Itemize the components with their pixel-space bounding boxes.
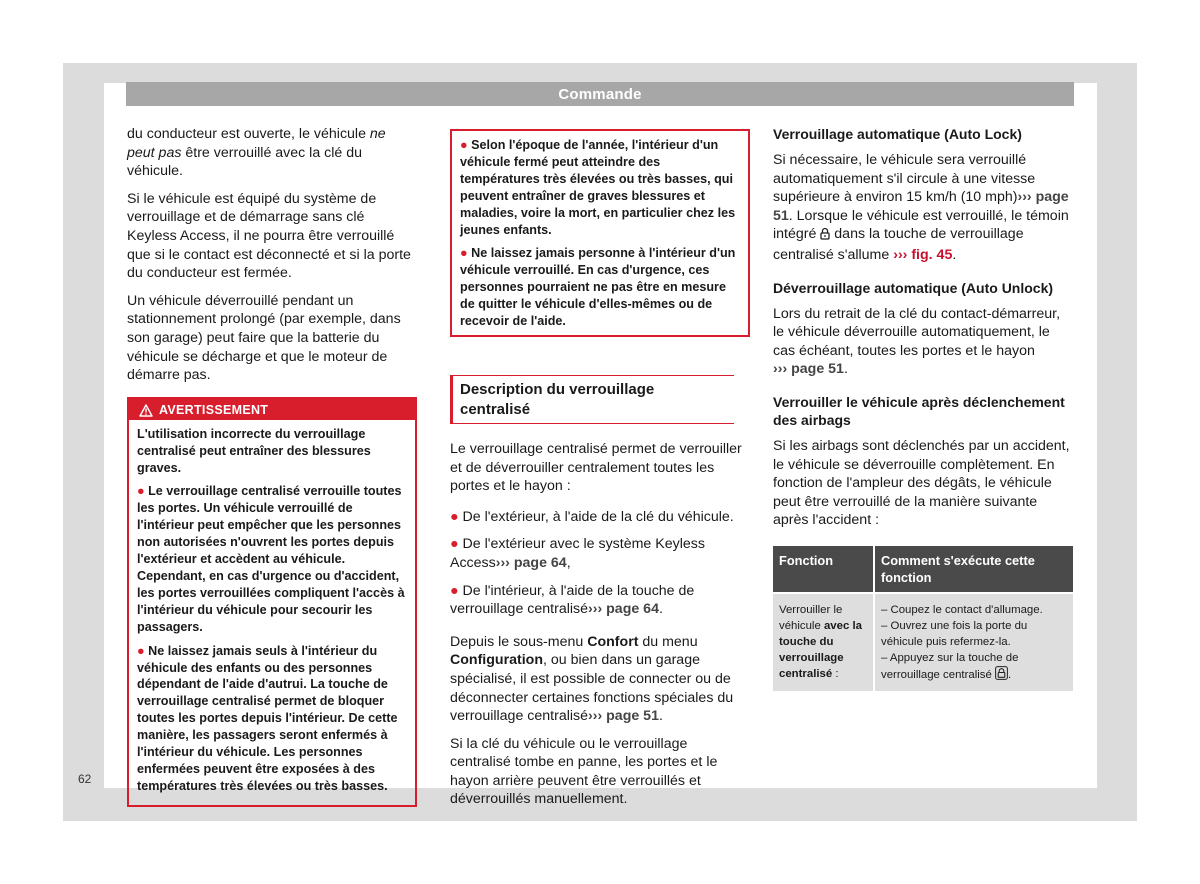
page-link[interactable]: ››› page 51 (773, 361, 844, 378)
table-header-how: Comment s'exécute cette fonction (875, 546, 1073, 592)
lock-icon (820, 227, 830, 246)
paragraph-manual: Si la clé du véhicule ou le verrouillage centralisé tombe en panne, les portes et le hayon arrière peuvent être verrouillés et déverrouillés manuellement. (450, 735, 718, 808)
warning-bullet: ● Selon l'époque de l'année, l'intérieur d'un véhicule fermé peut atteindre des températures très élevées ou très basses, qui peuvent entraîner de graves blessures et maladies, voire la mort, en particulier chez les jeunes enfants. (460, 138, 736, 237)
page-link[interactable]: ››› page 64 (588, 601, 659, 618)
heading-airbags: Verrouiller le véhicule après déclenchement des airbags (773, 393, 1065, 428)
list-item: ● De l'intérieur, à l'aide de la touche de verrouillage centralisé››› page 64. (450, 582, 695, 618)
paragraph-auto-lock: Si nécessaire, le véhicule sera verrouillé automatiquement s'il circule à une vitesse supérieure à environ 15 km/h (10 mph)››› page 51. Lorsque le véhicule est verrouillé, le témoin intégré dans la touche de verrouillage centralisé s'allume ››› fig. 45. (773, 152, 1069, 263)
heading-auto-unlock: Déverrouillage automatique (Auto Unlock) (773, 279, 1054, 296)
warning-body (129, 420, 415, 805)
warning-bullet: ● Le verrouillage centralisé verrouille toutes les portes. Un véhicule verrouillé de l'intérieur peut empêcher que les personnes non autorisées n'ouvrent les portes depuis l'extérieur et accèdent au véhicule. Cependant, en cas d'urgence ou d'accident, les portes verrouillées compliquent l'accès à l'intérieur du véhicule pour secourir les passagers. (137, 484, 405, 634)
bullet-icon: ● (137, 484, 149, 499)
step-item: – Coupez le contact d'allumage. (881, 603, 1043, 616)
figure-link[interactable]: ››› fig. 45 (893, 246, 953, 263)
warning-box-continued (450, 129, 750, 337)
table-cell-function: Verrouiller le véhicule avec la touche du verrouillage centralisé : (773, 594, 873, 691)
table-header-row (773, 546, 1073, 592)
paragraph-door-open: du conducteur est ouverte, le véhicule ne peut pas être verrouillé avec la clé du véhicule. (127, 126, 386, 180)
warning-triangle-icon (139, 404, 153, 417)
paragraph-intro: Le verrouillage centralisé permet de verrouiller et de déverrouiller centralement toutes les portes et le hayon : (450, 440, 742, 495)
paragraph-auto-unlock: Lors du retrait de la clé du contact-démarreur, le véhicule déverrouille automatiquement, le cas échéant, toutes les portes et le hayon ››› page 51. (773, 305, 1061, 378)
warning-title: AVERTISSEMENT (159, 402, 269, 417)
bullet-icon: ● (450, 582, 463, 599)
bullet-icon: ● (460, 246, 472, 261)
warning-box (127, 397, 417, 807)
table-header-function: Fonction (773, 546, 873, 592)
bullet-icon: ● (137, 643, 149, 658)
list-item: ● De l'extérieur, à l'aide de la clé du véhicule. (450, 508, 734, 525)
page-number: 62 (78, 772, 92, 786)
column-right (773, 125, 1075, 693)
paragraph-battery: Un véhicule déverrouillé pendant un stationnement prolongé (par exemple, dans son garage) peut faire que la batterie du véhicule se décharge et que le moteur de démarre pas. (127, 292, 401, 384)
paragraph-keyless: Si le véhicule est équipé du système de verrouillage et de démarrage sans clé Keyless Access, il ne pourra être verrouillé que si le contact est déconnecté et si la porte du conducteur est fermée. (127, 190, 411, 282)
section-title: Description du verrouillage centralisé (450, 375, 734, 424)
column-left (127, 125, 417, 807)
warning-bullet: ● Ne laissez jamais seuls à l'intérieur du véhicule des enfants ou des personnes dépendant de l'aide d'autrui. La touche de verrouillage centralisé permet de bloquer toutes les portes depuis l'intérieur. De cette manière, les passagers seront enfermés à l'intérieur du véhicule. Les personnes enfermées peuvent être exposées à des températures très élevées ou très basses. (137, 643, 398, 793)
list-item: ● De l'extérieur avec le système Keyless Access››› page 64, (450, 536, 705, 571)
warning-bullet: ● Ne laissez jamais personne à l'intérieur d'un véhicule verrouillé. En cas d'urgence, ces personnes pourraient ne pas être en mesure de quitter le véhicule d'elles-mêmes ou de recevoir de l'aide. (460, 246, 736, 329)
table-cell-steps (875, 594, 1073, 691)
paragraph-config: Depuis le sous-menu Confort du menu Configuration, ou bien dans un garage spécialisé, il est possible de connecter ou de déconnecter certaines fonctions spéciales du verrouillage centralisé››› page 51. (450, 633, 734, 725)
page-link[interactable]: ››› page 51 (773, 189, 1069, 224)
column-middle (450, 125, 750, 818)
lock-button-icon (995, 666, 1008, 685)
bullet-icon: ● (450, 536, 463, 553)
heading-auto-lock: Verrouillage automatique (Auto Lock) (773, 126, 1022, 142)
step-item: – Appuyez sur la touche de verrouillage centralisé . (881, 650, 1067, 685)
page-link[interactable]: ››› page 51 (588, 708, 659, 725)
bullet-icon: ● (460, 138, 472, 152)
page-header: Commande (126, 82, 1074, 106)
paragraph-airbags: Si les airbags sont déclenchés par un accident, le véhicule se déverrouille complètement. En fonction de l'ampleur des dégâts, le véhicule peut être verrouillé de la manière suivante après l'accident : (773, 437, 1070, 529)
step-item: – Ouvrez une fois la porte du véhicule puis refermez-la. (881, 619, 1028, 648)
warning-header (129, 399, 415, 420)
function-table (771, 544, 1075, 693)
bullet-icon: ● (450, 508, 463, 525)
page-link[interactable]: ››› page 64 (495, 554, 567, 571)
warning-intro: L'utilisation incorrecte du verrouillage centralisé peut entraîner des blessures graves. (137, 426, 371, 475)
table-row (773, 594, 1073, 691)
